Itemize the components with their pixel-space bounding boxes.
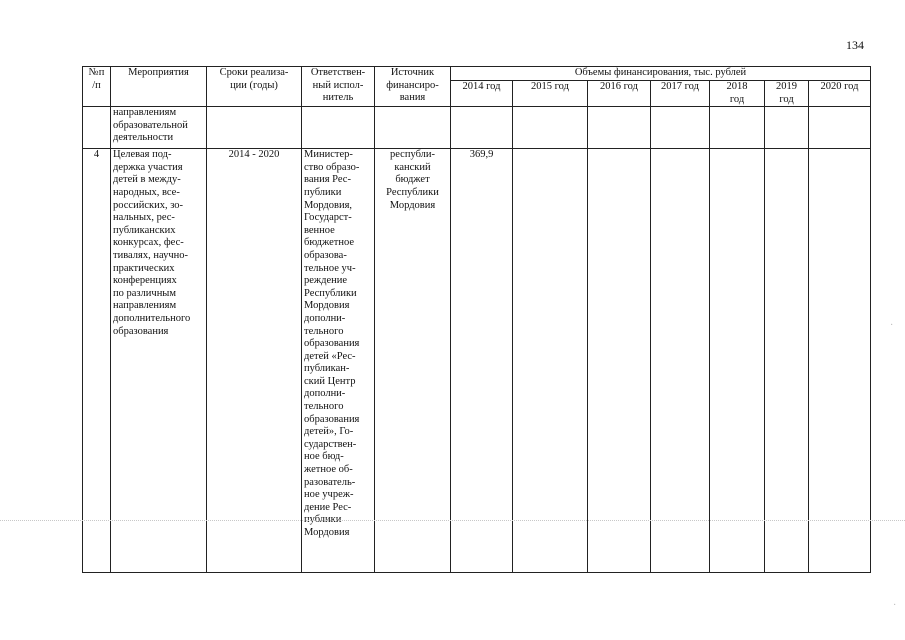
continuation-2020 <box>809 107 871 149</box>
scan-artifact-mark: · <box>890 320 894 331</box>
continuation-source <box>375 107 451 149</box>
continuation-2016 <box>588 107 651 149</box>
row-4-num: 4 <box>83 149 111 573</box>
row-4-measure: Целевая под- держка участия детей в между- народных, все- российских, зо- нальных, рес- публиканских конкурсах, фес- тивалях, научно- практических конференциях по различным направлениям дополнительного образования <box>111 149 207 573</box>
row-4-value-2019 <box>765 149 809 573</box>
continuation-2018 <box>710 107 765 149</box>
header-year-2016: 2016 год <box>588 81 651 107</box>
header-year-2017: 2017 год <box>651 81 710 107</box>
header-source: Источник финансиро- вания <box>375 67 451 107</box>
continuation-2019 <box>765 107 809 149</box>
header-financing-group: Объемы финансирования, тыс. рублей <box>451 67 871 81</box>
header-year-2019: 2019 год <box>765 81 809 107</box>
continuation-num <box>83 107 111 149</box>
row-4-period: 2014 - 2020 <box>207 149 302 573</box>
financing-table <box>82 66 871 573</box>
header-responsible: Ответствен- ный испол- нитель <box>302 67 375 107</box>
header-year-2020: 2020 год <box>809 81 871 107</box>
header-period: Сроки реализа- ции (годы) <box>207 67 302 107</box>
scan-artifact-line <box>0 520 905 522</box>
row-4-responsible: Министер- ство образо- вания Рес- публики Мордовия, Государст- венное бюджетное образова- тельное уч- реждение Республики Мордовия дополни- тельного образования детей «Рес- публикан- ский Центр дополни- тельного образования детей», Го- сударствен- ное бюд- жетное об- разователь- ное учреж- дение Рес- публики Мордовия <box>302 149 375 573</box>
header-year-2018: 2018 год <box>710 81 765 107</box>
continuation-row <box>83 107 871 149</box>
row-4-value-2014: 369,9 <box>451 149 513 573</box>
scan-artifact-mark: · <box>893 600 897 611</box>
header-row-1 <box>83 67 871 81</box>
continuation-2015 <box>513 107 588 149</box>
header-year-2014: 2014 год <box>451 81 513 107</box>
continuation-responsible <box>302 107 375 149</box>
row-4-value-2015 <box>513 149 588 573</box>
continuation-2014 <box>451 107 513 149</box>
row-4-value-2016 <box>588 149 651 573</box>
header-measures: Мероприятия <box>111 67 207 107</box>
continuation-period <box>207 107 302 149</box>
continuation-measure: направлениям образовательной деятельности <box>111 107 207 149</box>
continuation-2017 <box>651 107 710 149</box>
row-4-value-2018 <box>710 149 765 573</box>
row-4-value-2017 <box>651 149 710 573</box>
header-num: №п /п <box>83 67 111 107</box>
table-row <box>83 149 871 573</box>
row-4-value-2020 <box>809 149 871 573</box>
header-year-2015: 2015 год <box>513 81 588 107</box>
page-number: 134 <box>846 38 864 52</box>
row-4-source: республи- канский бюджет Республики Мордовия <box>375 149 451 573</box>
